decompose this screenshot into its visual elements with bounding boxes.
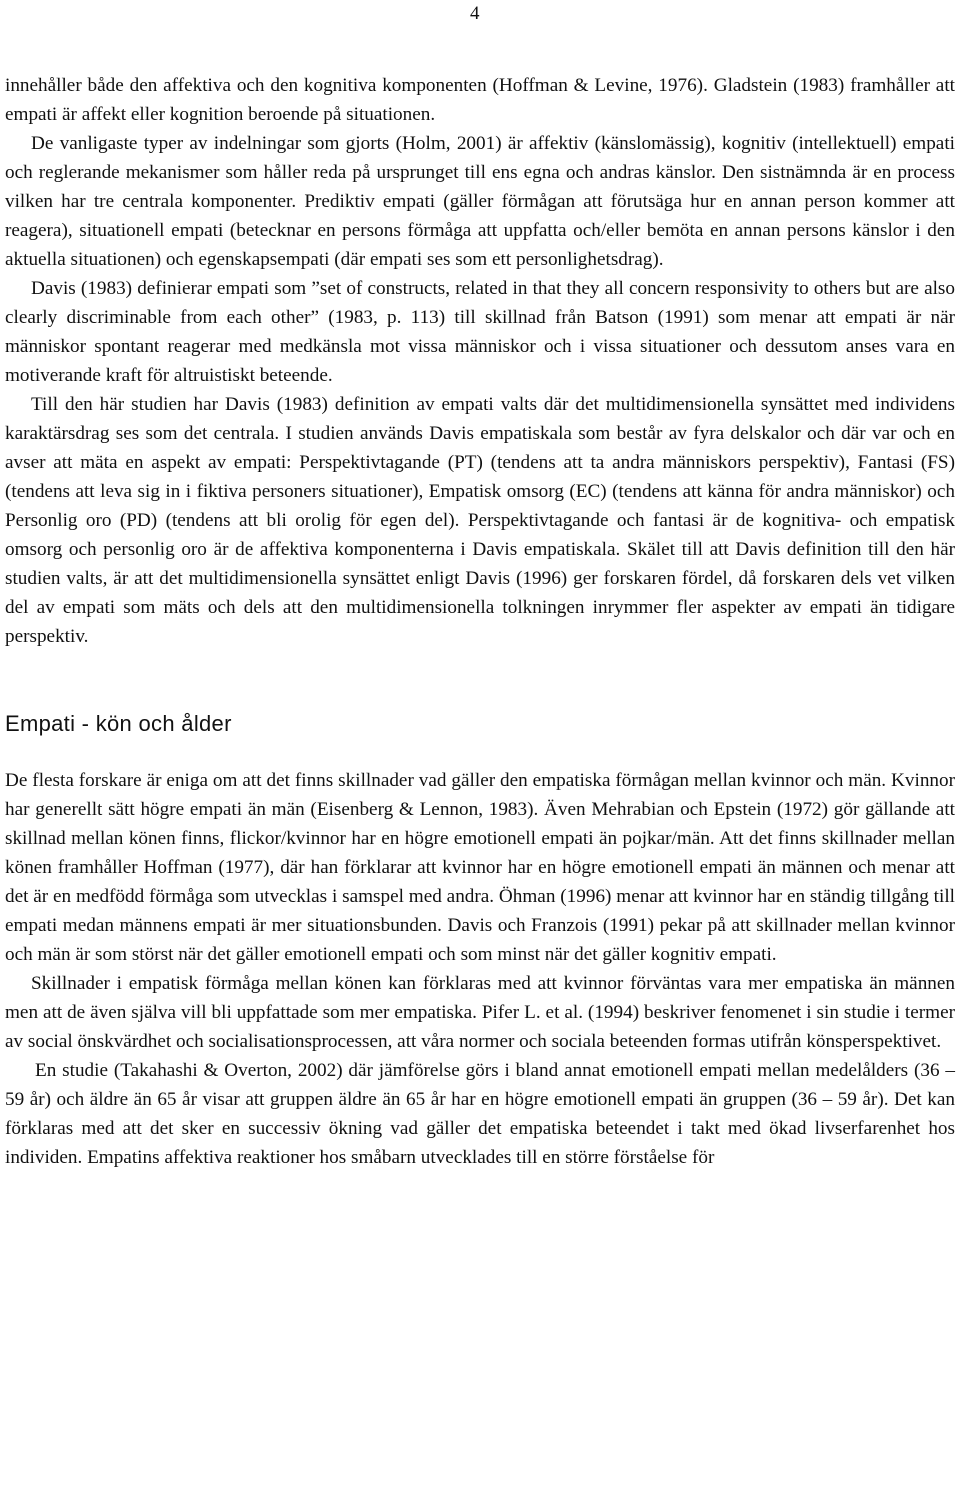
- paragraph: Davis (1983) definierar empati som ”set of constructs, related in that they all concern responsivity to others but are also clearly discriminable from each other” (1983, p. 113) till skillnad från Batson (1991) som menar att empati är när människor spontant reagerar med medkänsla mot vissa människor och i vissa situationer och dessutom anses vara en motiverande kraft för altruistiskt beteende.: [5, 278, 955, 386]
- paragraph: innehåller både den affektiva och den kognitiva komponenten (Hoffman & Levine, 1976). Gladstein (1983) framhåller att empati är affekt eller kognition beroende på situationen.: [5, 75, 955, 125]
- paragraph: Skillnader i empatisk förmåga mellan könen kan förklaras med att kvinnor förväntas vara mer empatiska än männen men att de även själva vill bli uppfattade som mer empatiska. Pifer L. et al. (1994) beskriver fenomenet i sin studie i termer av social önskvärdhet och socialisationsprocessen, att våra normer och sociala beteenden formas utifrån könsperspektivet.: [5, 973, 955, 1052]
- section-heading: Empati - kön och ålder: [5, 711, 232, 736]
- section-spacer: [5, 651, 955, 711]
- paragraph: Till den här studien har Davis (1983) definition av empati valts där det multidimensionella synsättet med individens karaktärsdrag ses som det centrala. I studien används Davis empatiskala som består av fyra delskalor och där var och en avser att mäta en aspekt av empati: Perspektivtagande (PT) (tendens att ta andra människors perspektiv), Fantasi (FS) (tendens att leva sig in i fiktiva personers situationer), Empatisk omsorg (EC) (tendens att känna för andra människor) och Personlig oro (PD) (tendens att bli orolig för egen del). Perspektivtagande och fantasi är de kognitiva- och empatisk omsorg och personlig oro är de affektiva komponenterna i Davis empatiskala. Skälet till att Davis definition till den här studien valts, är att det multidimensionella synsättet enligt Davis (1996) ger forskaren fördel, då forskaren dels vet vilken del av empati som mäts och dels att den multidimensionella tolkningen inrymmer fler aspekter av empati än tidigare perspektiv.: [5, 394, 955, 647]
- paragraph: De vanligaste typer av indelningar som gjorts (Holm, 2001) är affektiv (känslomässig), kognitiv (intellektuell) empati och reglerande mekanismer som håller reda på ursprunget till ens egna och andras känslor. Den sistnämnda är en process vilken har tre centrala komponenter. Prediktiv empati (gäller förmågan att förutsäga hur en annan person kommer att reagera), situationell empati (betecknar en persons förmåga att uppfatta och/eller bemöta en annan persons känslor i den aktuella situationen) och egenskapsempati (där empati ses som ett personlighetsdrag).: [5, 133, 955, 270]
- page-number: 4: [470, 3, 480, 24]
- document-body: [5, 71, 955, 1172]
- paragraph: De flesta forskare är eniga om att det finns skillnader vad gäller den empatiska förmågan mellan kvinnor och män. Kvinnor har generellt sätt högre empati än män (Eisenberg & Lennon, 1983). Även Mehrabian och Epstein (1972) gör gällande att skillnad mellan könen finns, flickor/kvinnor har en högre emotionell empati än pojkar/män. Att det finns skillnader mellan könen framhåller Hoffman (1977), där han förklarar att kvinnor har en högre emotionell empati än männen och menar att det är en medfödd förmåga som utvecklas i samspel med andra. Öhman (1996) menar att kvinnor har en ständig tillgång till empati medan männens empati är mer situationsbunden. Davis och Franzois (1991) pekar på att skillnader mellan kvinnor och män är som störst när det gäller emotionell empati och som minst när det gäller kognitiv empati.: [5, 770, 955, 965]
- section-spacer: [5, 737, 955, 766]
- paragraph: En studie (Takahashi & Overton, 2002) där jämförelse görs i bland annat emotionell empati mellan medelålders (36 – 59 år) och äldre än 65 år visar att gruppen äldre än 65 år har en högre emotionell empati än gruppen (36 – 59 år). Det kan förklaras med att det sker en successiv ökning vad gäller det empatiska beteendet i takt med ökad livserfarenhet hos individen. Empatins affektiva reaktioner hos småbarn utvecklades till en större förståelse för: [5, 1060, 955, 1168]
